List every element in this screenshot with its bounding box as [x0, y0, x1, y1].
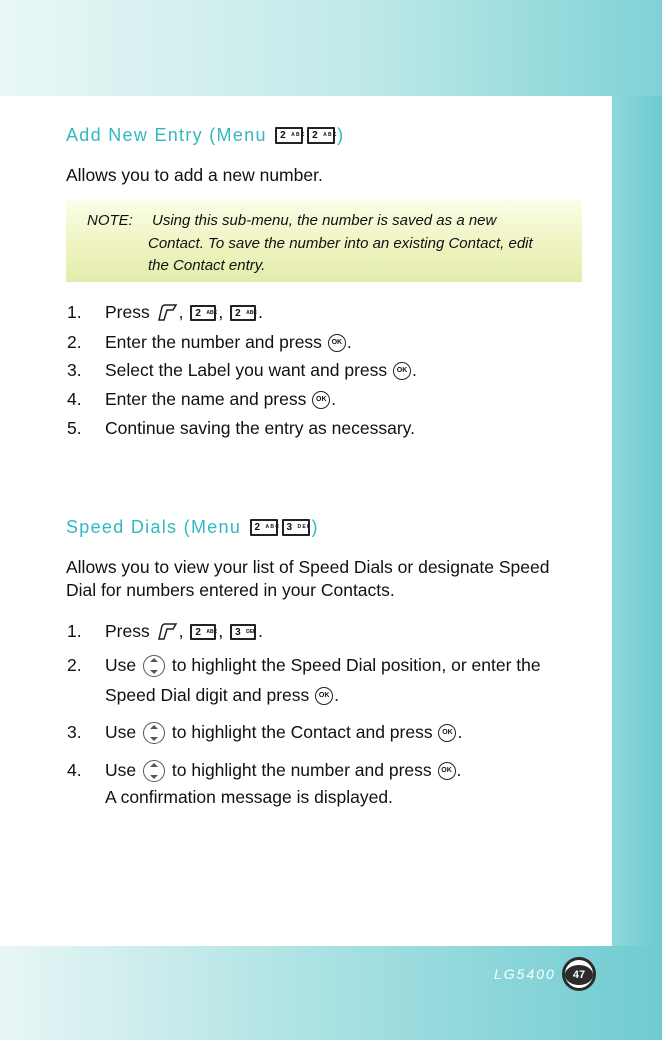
- key-2-icon: 2 ABC: [275, 127, 303, 144]
- step-number: 3.: [67, 360, 82, 380]
- key-2-icon: 2 ABC: [230, 305, 256, 321]
- ok-button-icon: OK: [328, 334, 346, 352]
- key-2-icon: 2 ABC: [190, 305, 216, 321]
- step-3: Use to highlight the Contact and press OK .: [105, 720, 462, 745]
- step-number: 2.: [67, 655, 82, 675]
- heading-text: Add New Entry (Menu: [66, 124, 267, 145]
- bottom-border: [0, 946, 662, 1040]
- ok-button-icon: OK: [312, 391, 330, 409]
- section-intro: Allows you to add a new number.: [66, 165, 323, 185]
- page-number: 47: [565, 965, 593, 985]
- ok-button-icon: OK: [438, 762, 456, 780]
- step-2-continued: Speed Dial digit and press OK .: [105, 685, 340, 705]
- section-intro-line-2: Dial for numbers entered in your Contacts.: [66, 580, 395, 600]
- menu-key-icon: [156, 623, 178, 641]
- page-number-badge: [562, 957, 596, 991]
- step-4-continued: A confirmation message is displayed.: [105, 787, 393, 807]
- step-4: Enter the name and press OK .: [105, 389, 337, 409]
- heading-text: Speed Dials (Menu: [66, 516, 242, 537]
- step-number: 4.: [67, 389, 82, 409]
- section-heading-speed-dials: Speed Dials (Menu 2 ABC 3 DEF ): [66, 516, 319, 537]
- step-5: Continue saving the entry as necessary.: [105, 418, 415, 438]
- right-border: [612, 96, 662, 946]
- step-number: 5.: [67, 418, 82, 438]
- note-line-3: the Contact entry.: [148, 257, 266, 274]
- step-number: 4.: [67, 760, 82, 780]
- key-2-icon: 2 ABC: [250, 519, 278, 536]
- note-line-1: Using this sub-menu, the number is saved as a new: [152, 212, 497, 229]
- section-heading-add-new-entry: Add New Entry (Menu 2 ABC 2 ABC ): [66, 124, 345, 145]
- model-name: LG5400: [494, 966, 556, 982]
- step-number: 1.: [67, 621, 82, 641]
- menu-key-icon: [156, 304, 178, 322]
- step-4: Use to highlight the number and press OK .: [105, 758, 461, 783]
- navigation-key-icon: [143, 760, 165, 782]
- step-3: Select the Label you want and press OK .: [105, 360, 417, 380]
- section-intro-line-1: Allows you to view your list of Speed Dials or designate Speed: [66, 557, 550, 577]
- step-1: Press , 2 ABC , 2 ABC .: [105, 302, 263, 322]
- step-2: Use to highlight the Speed Dial position, or enter the: [105, 653, 541, 678]
- key-2-icon: 2 ABC: [307, 127, 335, 144]
- step-number: 2.: [67, 332, 82, 352]
- key-2-icon: 2 ABC: [190, 624, 216, 640]
- step-1: Press , 2 ABC , 3 DEF .: [105, 621, 263, 641]
- key-3-icon: 3 DEF: [282, 519, 310, 536]
- step-number: 3.: [67, 722, 82, 742]
- top-border: [0, 0, 662, 96]
- note-line-2: Contact. To save the number into an existing Contact, edit: [148, 235, 533, 252]
- ok-button-icon: OK: [315, 687, 333, 705]
- key-3-icon: 3 DEF: [230, 624, 256, 640]
- navigation-key-icon: [143, 655, 165, 677]
- ok-button-icon: OK: [393, 362, 411, 380]
- step-2: Enter the number and press OK .: [105, 332, 352, 352]
- ok-button-icon: OK: [438, 724, 456, 742]
- step-number: 1.: [67, 302, 82, 322]
- navigation-key-icon: [143, 722, 165, 744]
- note-label: NOTE:: [87, 212, 133, 229]
